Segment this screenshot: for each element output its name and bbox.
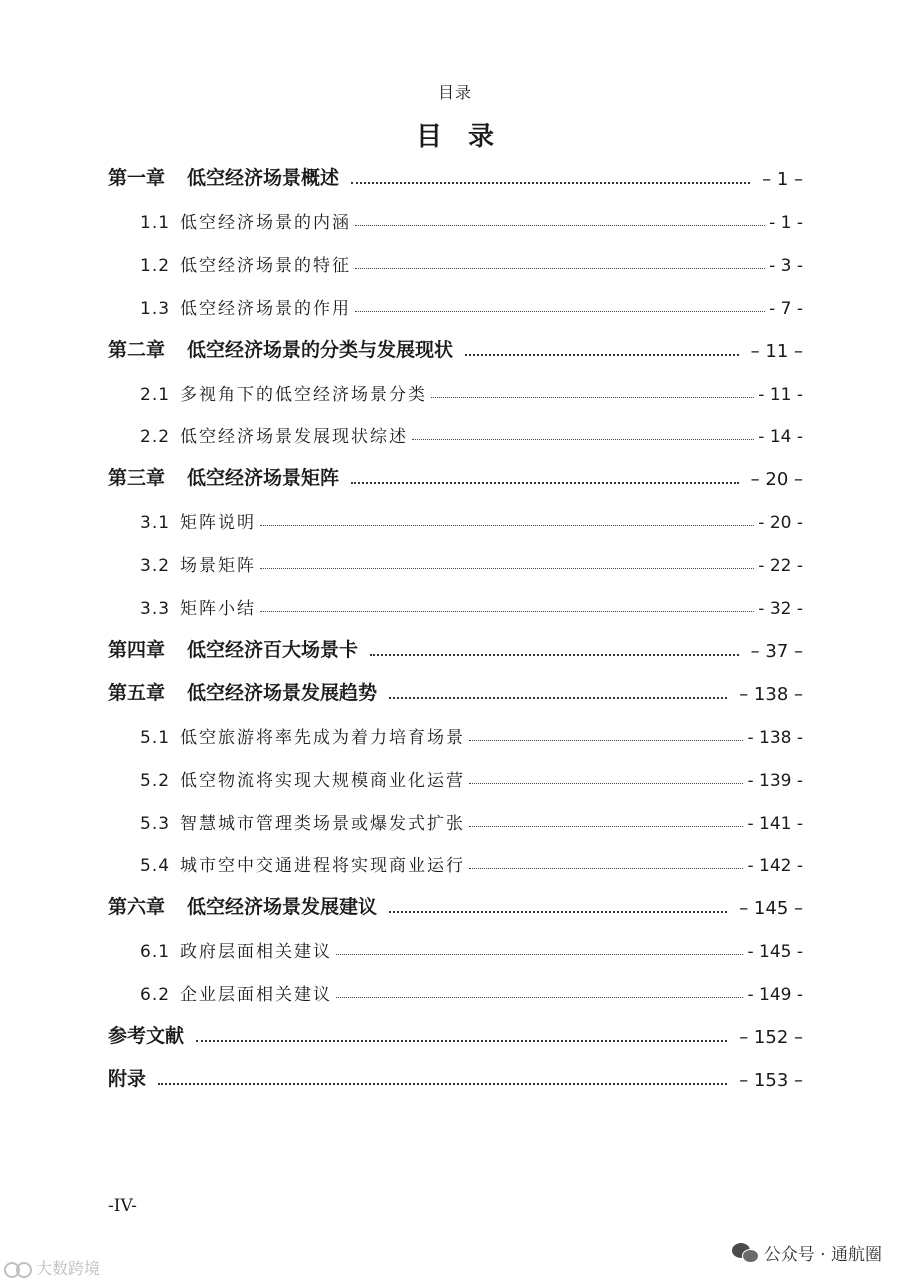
toc-entry-page: - 11 - xyxy=(758,385,803,405)
toc-section-entry[interactable] xyxy=(140,720,803,748)
toc-entry-title: 政府层面相关建议 xyxy=(180,942,333,962)
toc-entry-label xyxy=(108,1064,146,1091)
toc-entry-label xyxy=(140,551,256,576)
toc-entry-page: - 145 - xyxy=(747,942,803,962)
toc-section-entry[interactable] xyxy=(140,934,803,962)
toc-entry-page: – 138 – xyxy=(739,684,803,705)
toc-entry-number: 5.4 xyxy=(140,856,171,876)
dot-leader xyxy=(412,439,754,440)
toc-entry-number: 第六章 xyxy=(108,896,166,918)
dot-leader xyxy=(355,311,765,312)
dot-leader xyxy=(158,1083,727,1085)
dot-leader xyxy=(469,783,743,784)
wechat-watermark xyxy=(732,1240,882,1265)
toc-entry-label xyxy=(108,335,453,362)
toc-chapter-entry[interactable] xyxy=(108,891,803,919)
toc-entry-label xyxy=(140,294,351,319)
toc-chapter-entry[interactable] xyxy=(108,634,803,662)
toc-chapter-entry[interactable] xyxy=(108,1020,803,1048)
toc-entry-label xyxy=(140,809,465,834)
dot-leader xyxy=(260,611,754,612)
toc-entry-page: - 139 - xyxy=(747,771,803,791)
toc-title: 目 录 xyxy=(415,122,494,152)
toc-entry-title: 低空经济百大场景卡 xyxy=(187,639,359,661)
toc-entry-number: 6.1 xyxy=(140,942,171,962)
toc-entry-title: 矩阵小结 xyxy=(180,599,257,619)
toc-entry-title: 智慧城市管理类场景或爆发式扩张 xyxy=(180,814,466,834)
toc-section-entry[interactable] xyxy=(140,248,803,276)
toc-entry-page: – 11 – xyxy=(750,341,803,362)
toc-entry-label xyxy=(140,422,408,447)
toc-entry-label xyxy=(108,635,358,662)
dot-leader xyxy=(336,954,743,955)
toc-entry-number: 第一章 xyxy=(108,167,166,189)
toc-section-entry[interactable] xyxy=(140,977,803,1005)
toc-entry-label xyxy=(108,678,377,705)
toc-entry-number: 1.2 xyxy=(140,256,171,276)
toc-chapter-entry[interactable] xyxy=(108,334,803,362)
toc-entry-page: - 142 - xyxy=(747,856,803,876)
toc-entry-number: 2.2 xyxy=(140,427,171,447)
toc-entry-label xyxy=(140,723,465,748)
dot-leader xyxy=(465,354,739,356)
wechat-icon xyxy=(732,1243,758,1263)
toc-entry-number: 2.1 xyxy=(140,385,171,405)
dot-leader xyxy=(355,225,765,226)
toc-entry-page: – 37 – xyxy=(750,641,803,662)
toc-entry-title: 低空经济场景的内涵 xyxy=(180,213,352,233)
toc-chapter-entry[interactable] xyxy=(108,1063,803,1091)
dot-leader xyxy=(469,826,743,827)
toc-entry-number: 5.3 xyxy=(140,814,171,834)
toc-entry-page: - 32 - xyxy=(758,599,803,619)
toc-entry-number: 第三章 xyxy=(108,467,166,489)
toc-entry-number: 第二章 xyxy=(108,339,166,361)
toc-entry-label xyxy=(108,463,339,490)
toc-entry-title: 低空经济场景发展现状综述 xyxy=(180,427,409,447)
corner-watermark xyxy=(4,1256,100,1279)
toc-entry-page: - 3 - xyxy=(769,256,803,276)
toc-entry-number: 5.2 xyxy=(140,771,171,791)
dot-leader xyxy=(351,182,750,184)
toc-entry-title: 低空经济场景发展趋势 xyxy=(187,682,378,704)
toc-entry-number: 5.1 xyxy=(140,728,171,748)
toc-entry-page: – 153 – xyxy=(739,1070,803,1091)
toc-entry-title: 低空经济场景概述 xyxy=(187,167,340,189)
toc-section-entry[interactable] xyxy=(140,848,803,876)
toc-section-entry[interactable] xyxy=(140,548,803,576)
toc-section-entry[interactable] xyxy=(140,419,803,447)
dot-leader xyxy=(469,868,743,869)
dot-leader xyxy=(469,740,743,741)
toc-entry-title: 参考文献 xyxy=(108,1025,185,1047)
toc-entry-number: 第四章 xyxy=(108,639,166,661)
toc-entry-label xyxy=(140,508,256,533)
dot-leader xyxy=(351,482,739,484)
toc-entry-title: 低空经济场景发展建议 xyxy=(187,896,378,918)
dot-leader xyxy=(389,697,727,699)
toc-entry-page: - 141 - xyxy=(747,814,803,834)
toc-entry-title: 矩阵说明 xyxy=(180,513,257,533)
toc-entry-page: - 14 - xyxy=(758,427,803,447)
toc-section-entry[interactable] xyxy=(140,505,803,533)
dot-leader xyxy=(196,1040,727,1042)
toc-entry-page: - 20 - xyxy=(758,513,803,533)
dot-leader xyxy=(336,997,743,998)
page-number: -IV- xyxy=(108,1196,137,1216)
toc-entry-number: 1.3 xyxy=(140,299,171,319)
toc-entry-page: – 20 – xyxy=(750,469,803,490)
toc-chapter-entry[interactable] xyxy=(108,162,803,190)
toc-entry-label xyxy=(140,208,351,233)
toc-entry-title: 多视角下的低空经济场景分类 xyxy=(180,385,428,405)
toc-entry-title: 低空经济场景矩阵 xyxy=(187,467,340,489)
dot-leader xyxy=(260,568,754,569)
toc-entry-label xyxy=(108,1021,184,1048)
toc-entry-page: – 145 – xyxy=(739,898,803,919)
toc-entry-title: 低空经济场景的特征 xyxy=(180,256,352,276)
toc-entry-label xyxy=(140,766,465,791)
toc-entry-number: 第五章 xyxy=(108,682,166,704)
toc-entry-label xyxy=(108,892,377,919)
toc-section-entry[interactable] xyxy=(140,291,803,319)
toc-section-entry[interactable] xyxy=(140,806,803,834)
toc-entry-title: 低空经济场景的分类与发展现状 xyxy=(187,339,454,361)
toc-entry-number: 3.3 xyxy=(140,599,171,619)
toc-entry-page: - 138 - xyxy=(747,728,803,748)
toc-chapter-entry[interactable] xyxy=(108,677,803,705)
toc-entry-page: – 152 – xyxy=(739,1027,803,1048)
toc-entry-title: 低空经济场景的作用 xyxy=(180,299,352,319)
toc-entry-page: – 1 – xyxy=(762,169,803,190)
toc-entry-page: - 149 - xyxy=(747,985,803,1005)
toc-entry-label xyxy=(108,163,339,190)
toc-section-entry[interactable] xyxy=(140,377,803,405)
toc-entry-label xyxy=(140,980,332,1005)
toc-entry-number: 6.2 xyxy=(140,985,171,1005)
toc-entry-label xyxy=(140,251,351,276)
toc-entry-label xyxy=(140,937,332,962)
toc-entry-title: 场景矩阵 xyxy=(180,556,257,576)
toc-entry-label xyxy=(140,594,256,619)
toc-entry-title: 企业层面相关建议 xyxy=(180,985,333,1005)
dot-leader xyxy=(370,654,739,656)
corner-watermark-text: 大数跨境 xyxy=(36,1259,101,1278)
toc-entry-page: - 7 - xyxy=(769,299,803,319)
toc-entry-title: 附录 xyxy=(108,1068,147,1090)
toc-chapter-entry[interactable] xyxy=(108,462,803,490)
toc-entry-number: 1.1 xyxy=(140,213,171,233)
wechat-watermark-text: 公众号 · 通航圈 xyxy=(763,1245,882,1265)
toc-entry-number: 3.1 xyxy=(140,513,171,533)
running-header: 目录 xyxy=(437,83,472,102)
brand-logo-icon xyxy=(4,1260,34,1276)
toc-section-entry[interactable] xyxy=(140,591,803,619)
dot-leader xyxy=(260,525,754,526)
dot-leader xyxy=(355,268,765,269)
toc-entry-number: 3.2 xyxy=(140,556,171,576)
toc-entry-label xyxy=(140,851,465,876)
toc-entry-title: 低空物流将实现大规模商业化运营 xyxy=(180,771,466,791)
toc-entry-page: - 1 - xyxy=(769,213,803,233)
dot-leader xyxy=(389,911,727,913)
dot-leader xyxy=(431,397,754,398)
toc-entry-label xyxy=(140,380,427,405)
toc-entry-title: 城市空中交通进程将实现商业运行 xyxy=(180,856,466,876)
toc-entry-title: 低空旅游将率先成为着力培育场景 xyxy=(180,728,466,748)
toc-entry-page: - 22 - xyxy=(758,556,803,576)
toc-section-entry[interactable] xyxy=(140,763,803,791)
toc-section-entry[interactable] xyxy=(140,205,803,233)
